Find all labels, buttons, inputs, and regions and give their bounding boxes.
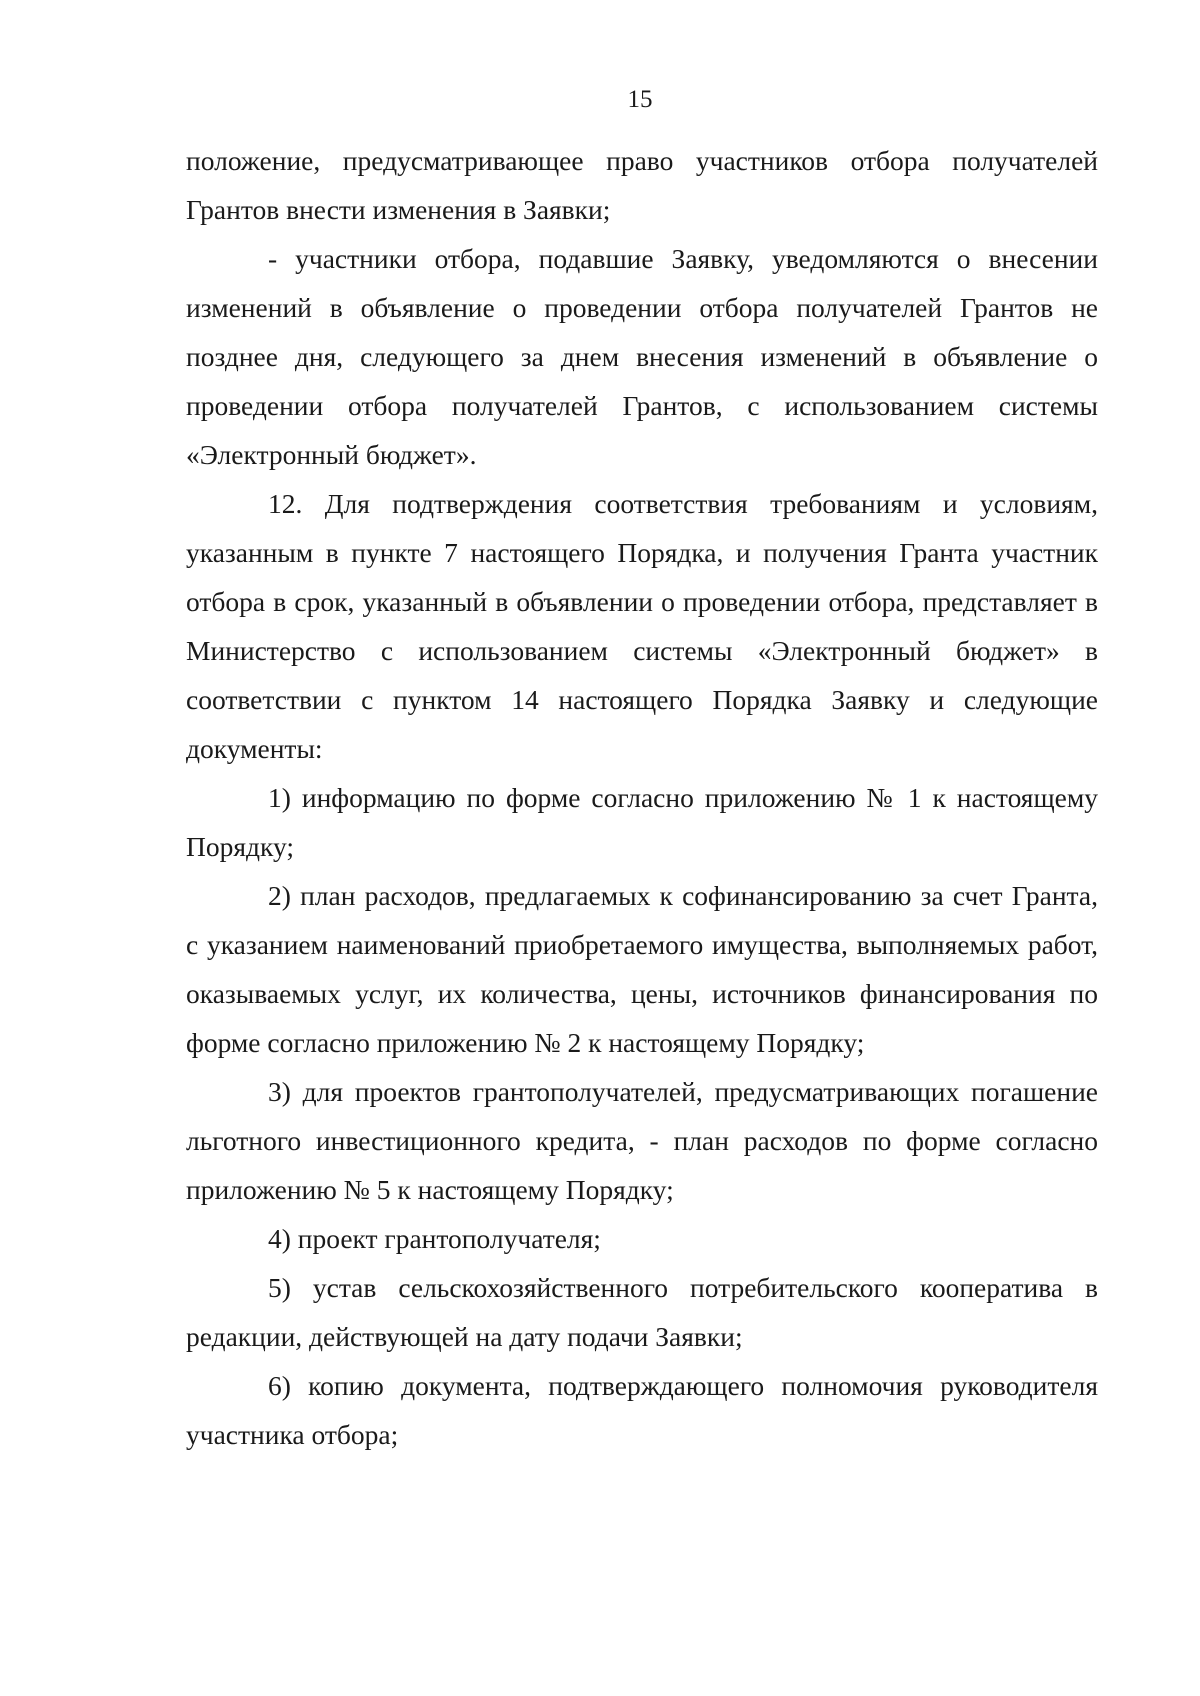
paragraph-continuation: положение, предусматривающее право участников отбора получателей Грантов внести изменения в Заявки; (186, 145, 1098, 225)
list-item-4: 4) проект грантополучателя; (268, 1223, 601, 1254)
list-item-1: 1) информацию по форме согласно приложению № 1 к настоящему Порядку; (186, 782, 1098, 862)
list-item-2: 2) план расходов, предлагаемых к софинансированию за счет Гранта, с указанием наименований приобретаемого имущества, выполняемых работ, оказываемых услуг, их количества, цены, источников финансирования по форме согласно приложению № 2 к настоящему Порядку; (186, 880, 1098, 1058)
paragraph-clause-12: 12. Для подтверждения соответствия требованиям и условиям, указанным в пункте 7 настоящего Порядка, и получения Гранта участник отбора в срок, указанный в объявлении о проведении отбора, представляет в Министерство с использованием системы «Электронный бюджет» в соответствии с пунктом 14 настоящего Порядка Заявку и следующие документы: (186, 488, 1098, 764)
list-item-6: 6) копию документа, подтверждающего полномочия руководителя участника отбора; (186, 1370, 1098, 1450)
list-item-5: 5) устав сельскохозяйственного потребительского кооператива в редакции, действующей на дату подачи Заявки; (186, 1272, 1098, 1352)
document-body (186, 136, 1098, 1459)
list-item-3: 3) для проектов грантополучателей, предусматривающих погашение льготного инвестиционного кредита, - план расходов по форме согласно приложению № 5 к настоящему Порядку; (186, 1076, 1098, 1205)
page-number: 15 (627, 86, 653, 113)
paragraph-notification: - участники отбора, подавшие Заявку, уведомляются о внесении изменений в объявление о проведении отбора получателей Грантов не позднее дня, следующего за днем внесения изменений в объявление о проведении отбора получателей Грантов, с использованием системы «Электронный бюджет». (186, 243, 1098, 470)
